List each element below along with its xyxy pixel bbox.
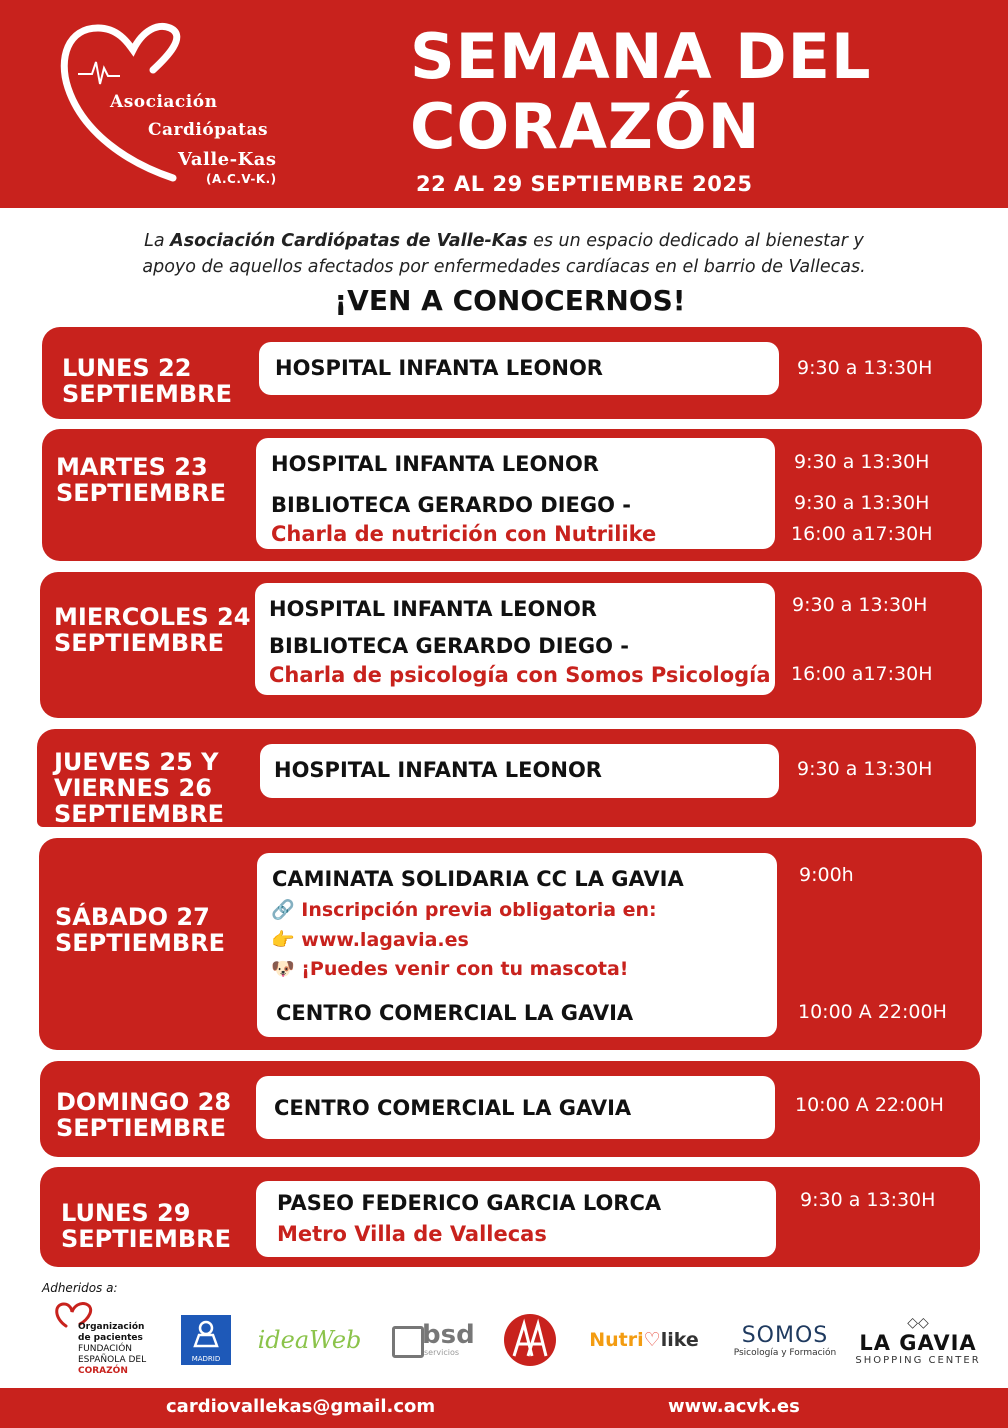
time-slot: 16:00 a17:30H bbox=[791, 663, 933, 685]
location-box bbox=[257, 853, 777, 1037]
location-box bbox=[255, 583, 775, 695]
nutrilike-text-b: like bbox=[660, 1329, 699, 1351]
location-name: CAMINATA SOLIDARIA CC LA GAVIA bbox=[272, 867, 684, 891]
day-label-line: SEPTIEMBRE bbox=[56, 1114, 227, 1142]
day-label-line: SEPTIEMBRE bbox=[56, 479, 227, 507]
day-label bbox=[55, 904, 225, 956]
day-label bbox=[54, 604, 250, 656]
footer-bar bbox=[0, 1388, 1008, 1428]
time-slot: 10:00 A 22:00H bbox=[795, 1094, 944, 1116]
day-label-line: SÁBADO 27 bbox=[55, 903, 210, 931]
nutrilike-logo bbox=[584, 1300, 704, 1380]
schedule-card-lunes-22 bbox=[42, 327, 982, 419]
nutrilike-text-a: Nutri bbox=[589, 1329, 644, 1351]
logo-text-asociacion: Asociación bbox=[110, 92, 218, 112]
schedule-card-miercoles-24 bbox=[40, 572, 982, 718]
day-label-line: SEPTIEMBRE bbox=[55, 929, 226, 957]
fundacion-corazon-logo bbox=[50, 1300, 170, 1380]
fec-line: ESPAÑOLA DEL bbox=[78, 1355, 147, 1365]
day-label bbox=[61, 1200, 231, 1252]
intro-prefix: La bbox=[144, 231, 165, 251]
lagavia-logo bbox=[852, 1300, 984, 1380]
schedule-card-sabado-27 bbox=[39, 838, 982, 1050]
acvk-logo bbox=[58, 18, 318, 198]
schedule-card-jueves-viernes bbox=[37, 729, 976, 827]
somos-sub: Psicología y Formación bbox=[733, 1347, 837, 1358]
lagavia-emblem-icon: ◇◇ bbox=[907, 1314, 929, 1331]
lagavia-text: LA GAVIA bbox=[859, 1330, 977, 1355]
call-to-action: ¡VEN A CONOCERNOS! bbox=[334, 284, 686, 317]
location-name: HOSPITAL INFANTA LEONOR bbox=[275, 356, 603, 380]
fec-line: Organización bbox=[78, 1322, 145, 1332]
schedule-card-lunes-29 bbox=[40, 1167, 980, 1267]
time-slot: 9:00h bbox=[799, 864, 854, 886]
logo-text-acronym: (A.C.V-K.) bbox=[206, 172, 277, 186]
ideaweb-text: ideaWeb bbox=[257, 1326, 362, 1354]
location-detail: Metro Villa de Vallecas bbox=[277, 1222, 547, 1246]
time-slot: 9:30 a 13:30H bbox=[800, 1189, 936, 1211]
pet-friendly-note: 🐶 ¡Puedes venir con tu mascota! bbox=[271, 958, 629, 980]
day-label-line: SEPTIEMBRE bbox=[54, 800, 225, 828]
time-slot: 10:00 A 22:00H bbox=[798, 1001, 947, 1023]
day-label-line: JUEVES 25 Y bbox=[54, 748, 219, 776]
event-dates: 22 AL 29 SEPTIEMBRE 2025 bbox=[416, 172, 753, 196]
schedule-card-domingo-28 bbox=[40, 1061, 980, 1157]
location-name: BIBLIOTECA GERARDO DIEGO - bbox=[271, 493, 631, 517]
registration-note: 🔗 Inscripción previa obligatoria en: bbox=[271, 899, 657, 921]
schedule-card-martes-23 bbox=[42, 429, 982, 561]
location-name: PASEO FEDERICO GARCIA LORCA bbox=[277, 1191, 662, 1215]
day-label-line: VIERNES 26 bbox=[54, 774, 212, 802]
page-title-line1: SEMANA DEL bbox=[410, 20, 872, 93]
location-name: CENTRO COMERCIAL LA GAVIA bbox=[274, 1096, 632, 1120]
day-label-line: MIERCOLES 24 bbox=[54, 603, 251, 631]
bsd-logo bbox=[388, 1300, 478, 1380]
location-box bbox=[256, 1181, 776, 1257]
fec-line: de pacientes bbox=[78, 1333, 143, 1343]
lagavia-sub: SHOPPING CENTER bbox=[855, 1354, 981, 1366]
bsd-text: bsd bbox=[422, 1320, 475, 1350]
day-label bbox=[56, 454, 226, 506]
location-name: HOSPITAL INFANTA LEONOR bbox=[271, 452, 599, 476]
website-link[interactable]: www.acvk.es bbox=[668, 1396, 800, 1417]
intro-rest: es un espacio dedicado al bienestar y bbox=[533, 231, 864, 251]
location-box bbox=[260, 744, 779, 798]
bsd-square-icon bbox=[392, 1326, 424, 1358]
day-label bbox=[54, 749, 224, 827]
header-banner bbox=[0, 0, 1008, 208]
day-label-line: DOMINGO 28 bbox=[56, 1088, 232, 1116]
fec-line: FUNDACIÓN bbox=[78, 1344, 133, 1354]
location-name: CENTRO COMERCIAL LA GAVIA bbox=[276, 1001, 634, 1025]
location-box bbox=[259, 342, 779, 395]
activity-description: Charla de nutrición con Nutrilike bbox=[271, 522, 657, 546]
day-label-line: MARTES 23 bbox=[56, 453, 208, 481]
ideaweb-logo bbox=[252, 1300, 367, 1380]
somos-text: SOMOS bbox=[741, 1322, 829, 1348]
day-label-line: SEPTIEMBRE bbox=[62, 380, 233, 408]
logo-text-cardiopatas: Cardiópatas bbox=[148, 120, 269, 140]
time-slot: 9:30 a 13:30H bbox=[792, 594, 928, 616]
day-label bbox=[62, 355, 232, 407]
aa-logo bbox=[498, 1300, 562, 1380]
heart-icon: ♡ bbox=[643, 1329, 661, 1351]
page-title-line2: CORAZÓN bbox=[410, 90, 761, 163]
location-name: HOSPITAL INFANTA LEONOR bbox=[269, 597, 597, 621]
intro-line2: apoyo de aquellos afectados por enfermedades cardíacas en el barrio de Vallecas. bbox=[142, 257, 866, 277]
bsd-sub: servicios bbox=[424, 1348, 460, 1357]
location-name: BIBLIOTECA GERARDO DIEGO - bbox=[269, 634, 629, 658]
day-label-line: SEPTIEMBRE bbox=[54, 629, 225, 657]
location-box bbox=[256, 438, 775, 549]
day-label bbox=[56, 1089, 231, 1141]
logo-text-vallekas: Valle-Kas bbox=[178, 149, 277, 170]
somos-logo bbox=[730, 1300, 840, 1380]
fec-line: CORAZÓN bbox=[78, 1366, 128, 1376]
aa-monogram-icon bbox=[502, 1312, 558, 1368]
madrid-emblem-icon bbox=[191, 1319, 221, 1349]
day-label-line: LUNES 29 bbox=[61, 1199, 191, 1227]
time-slot: 9:30 a 13:30H bbox=[794, 492, 930, 514]
time-slot: 9:30 a 13:30H bbox=[797, 357, 933, 379]
intro-org-name: Asociación Cardiópatas de Valle-Kas bbox=[170, 231, 528, 251]
time-slot: 16:00 a17:30H bbox=[791, 523, 933, 545]
contact-email-link[interactable]: cardiovallekas@gmail.com bbox=[166, 1396, 436, 1417]
intro-paragraph bbox=[0, 228, 1008, 280]
time-slot: 9:30 a 13:30H bbox=[794, 451, 930, 473]
location-box bbox=[256, 1076, 775, 1139]
activity-description: Charla de psicología con Somos Psicología bbox=[269, 663, 771, 687]
sponsors-label: Adheridos a: bbox=[42, 1281, 118, 1295]
registration-link[interactable]: 👉 www.lagavia.es bbox=[271, 929, 469, 951]
madrid-logo bbox=[178, 1300, 234, 1380]
time-slot: 9:30 a 13:30H bbox=[797, 758, 933, 780]
day-label-line: SEPTIEMBRE bbox=[61, 1225, 232, 1253]
madrid-label: MADRID bbox=[191, 1355, 221, 1363]
day-label-line: LUNES 22 bbox=[62, 354, 192, 382]
location-name: HOSPITAL INFANTA LEONOR bbox=[274, 758, 602, 782]
